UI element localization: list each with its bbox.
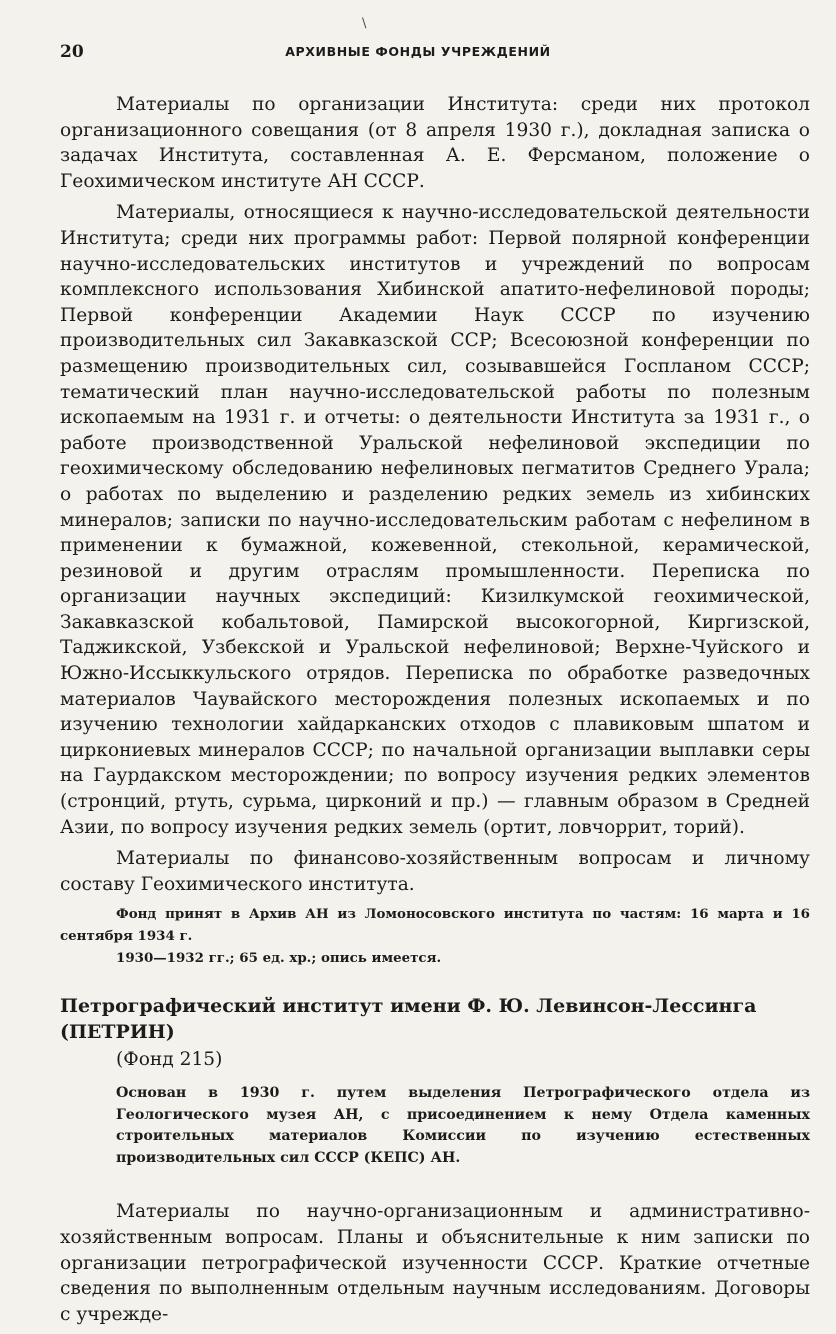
running-head: АРХИВНЫЕ ФОНДЫ УЧРЕЖДЕНИЙ [285, 44, 551, 59]
note-fond-accepted: Фонд принят в Архив АН из Ломоносовского института по частям: 16 марта и 16 сентября 1934 г. [60, 906, 810, 945]
paragraph-finance: Материалы по финансово-хозяйственным вопросам и личному составу Геохимического института. [60, 848, 810, 895]
page-body [60, 92, 810, 1333]
stray-mark: \ [362, 16, 367, 31]
founding-note: Основан в 1930 г. путем выделения Петрографического отдела из Геологического музея АН, с присоединением к нему Отдела каменных строительных материалов Комиссии по изучению естественных производительных сил СССР (КЕПС) АН. [116, 1085, 810, 1166]
page-number: 20 [60, 42, 84, 62]
fond-number: (Фонд 215) [116, 1049, 223, 1071]
paragraph-petrin-materials: Материалы по научно-организационным и административно-хозяйственным вопросам. Планы и объяснительные к ним записки по организации петрографической изученности СССР. Краткие отчетные сведения по выполненным отдельным научным исследованиям. Договоры с учрежде- [60, 1201, 810, 1325]
paragraph-research-activity: Материалы, относящиеся к научно-исследовательской деятельности Института; среди них программы работ: Первой полярной конференции научно-исследовательских институтов и учреждений по вопросам комплексного использования Хибинской апатито-нефелиновой породы; Первой конференции Академии Наук СССР по изучению производительных сил Закавказской ССР; Всесоюзной конференции по размещению производительных сил, созывавшейся Госпланом СССР; тематический план научно-исследовательской работы по полезным ископаемым на 1931 г. и отчеты: о деятельности Института за 1931 г., о работе производственной Уральской нефелиновой экспедиции по геохимическому обследованию нефелиновых пегматитов Среднего Урала; о работах по выделению и разделению редких земель из хибинских минералов; записки по научно-исследовательским работам с нефелином в применении к бумажной, кожевенной, стекольной, керамической, резиновой и другим отраслям промышленности. Переписка по организации научных экспедиций: Кизилкумской геохимической, Закавказской кобальтовой, Памирской высокогорной, Киргизской, Таджикской, Узбекской и Уральской нефелиновой; Верхне-Чуйского и Южно-Иссыккульского отрядов. Переписка по обработке разведочных материалов Чаувайского месторождения полезных ископаемых и по изучению технологии хайдарканских отходов с плавиковым шпатом и циркониевых минералов СССР; по начальной организации выплавки серы на Гаурдакском месторождении; по вопросу изучения редких элементов (стронций, ртуть, сурьма, цирконий и пр.) — главным образом в Средней Азии, по вопросу изучения редких земель (ортит, ловчоррит, торий). [60, 202, 810, 838]
note-date-range: 1930—1932 гг.; 65 ед. хр.; опись имеется. [116, 950, 442, 967]
paragraph-organization: Материалы по организации Института: среди них протокол организационного совещания (от 8 апреля 1930 г.), докладная записка о задачах Института, составленная А. Е. Ферсманом, положение о Геохимическом институте АН СССР. [60, 94, 810, 192]
section-heading: Петрографический институт имени Ф. Ю. Левинсон-Лессинга (ПЕТРИН) [60, 995, 757, 1044]
